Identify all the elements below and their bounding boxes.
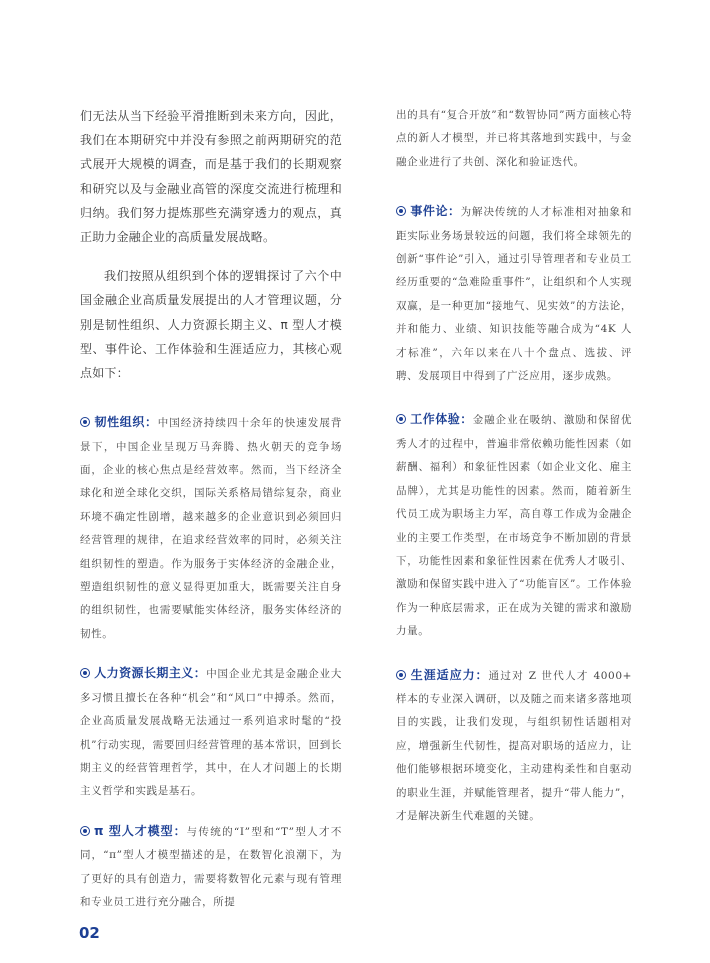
section-pi-talent-continued: 出的具有“复合开放”和“数智协同”两方面核心特点的新人才模型，并已将其落地到实践中，与金融企业进行了共创、深化和验证迭代。 [396,109,632,168]
right-column [396,104,632,828]
left-column [80,104,342,914]
section-pi-talent [80,820,342,915]
section-body: 金融企业在吸纳、激励和保留优秀人才的过程中，普遍非常依赖功能性因素（如薪酬、福利）和象征性因素（如企业文化、雇主品牌），尤其是功能性的因素。然而，随着新生代员工成为职场主力军，高自尊工作成为金融企业的主要工作类型，在市场竞争不断加剧的背景下，功能性因素和象征性因素在优秀人才吸引、激励和保留实践中进入了“功能盲区”。工作体验作为一种底层需求，正在成为关键的需求和激励力量。 [396,414,632,638]
section-body: 与传统的“I”型和“T”型人才不同，“π”型人才模型描述的是，在数智化浪潮下，为了更好的具有创造力，需要将数智化元素与现有管理和专业员工进行充分融合，所提 [80,825,342,908]
section-title: 工作体验： [410,412,473,427]
section-title: 事件论： [410,204,461,219]
section-title: 韧性组织： [94,415,158,430]
page-number: 02 [79,924,100,942]
section-body: 中国经济持续四十余年的快速发展背景下，中国企业呈现万马奔腾、热火朝天的竞争场面，企业的核心焦点是经营效率。然而，当下经济全球化和逆全球化交织，国际关系格局错综复杂，商业环境不确定性剧增，越来越多的企业意识到必须回归经营管理的规律，在追求经营效率的同时，必须关注组织韧性的塑造。作为服务于实体经济的金融企业，塑造组织韧性的意义显得更加重大，既需要关注自身的组织韧性，也需要赋能实体经济，服务实体经济的韧性。 [80,417,342,640]
intro-paragraph-2: 我们按照从组织到个体的逻辑探讨了六个中国金融企业高质量发展提出的人才管理议题，分别是韧性组织、人力资源长期主义、π 型人才模型、事件论、工作体验和生涯适应力，其核心观点如下： [80,269,342,381]
bullet-icon [396,414,406,424]
intro-paragraph-1: 们无法从当下经验平滑推断到未来方向，因此，我们在本期研究中并没有参照之前两期研究的范式展开大规模的调查，而是基于我们的长期观察和研究以及与金融业高管的深度交流进行梳理和归纳。我们努力提炼那些充满穿透力的观点，真正助力金融企业的高质量发展战略。 [80,109,342,245]
section-hr-longterm [80,662,342,803]
intro [80,104,342,385]
section-body: 中国企业尤其是金融企业大多习惯且擅长在各种“机会”和“风口”中搏杀。然而，企业高质量发展战略无法通过一系列追求时髦的“投机”行动实现，需要回归经营管理的基本常识，回到长期主义的经营管理哲学，其中，在人才问题上的长期主义哲学和实践是基石。 [80,668,342,798]
section-title: 人力资源长期主义： [94,666,207,681]
bullet-icon [396,670,406,680]
section-title: 生涯适应力： [410,667,489,682]
section-career-adaptability [396,664,632,829]
bullet-icon [80,826,90,836]
section-title: π 型人才模型： [94,823,187,838]
bullet-icon [80,668,90,678]
section-work-experience [396,408,632,643]
section-event-theory [396,200,632,388]
section-resilient-org [80,411,342,646]
bullet-icon [80,417,90,427]
section-body: 为解决传统的人才标准相对抽象和距实际业务场景较远的问题，我们将全球领先的创新“事件论”引入，通过引导管理者和专业员工经历重要的“急难险重事件”，让组织和个人实现双赢，是一种更加“接地气、见实效”的方法论，并和能力、业绩、知识技能等融合成为“4K 人才标准”，六年以来在八十个盘点、选拔、评聘、发展项目中得到了广泛应用，逐步成熟。 [396,206,632,383]
bullet-icon [396,206,406,216]
section-body: 通过对 Z 世代人才 4000+ 样本的专业深入调研，以及随之而来诸多落地项目的实践，让我们发现，与组织韧性话题相对应，增强新生代韧性，提高对职场的适应力，让他们能够根据环境变化，主动建构柔性和自驱动的职业生涯，并赋能管理者，提升“带人能力”，才是解决新生代难题的关键。 [396,669,632,822]
